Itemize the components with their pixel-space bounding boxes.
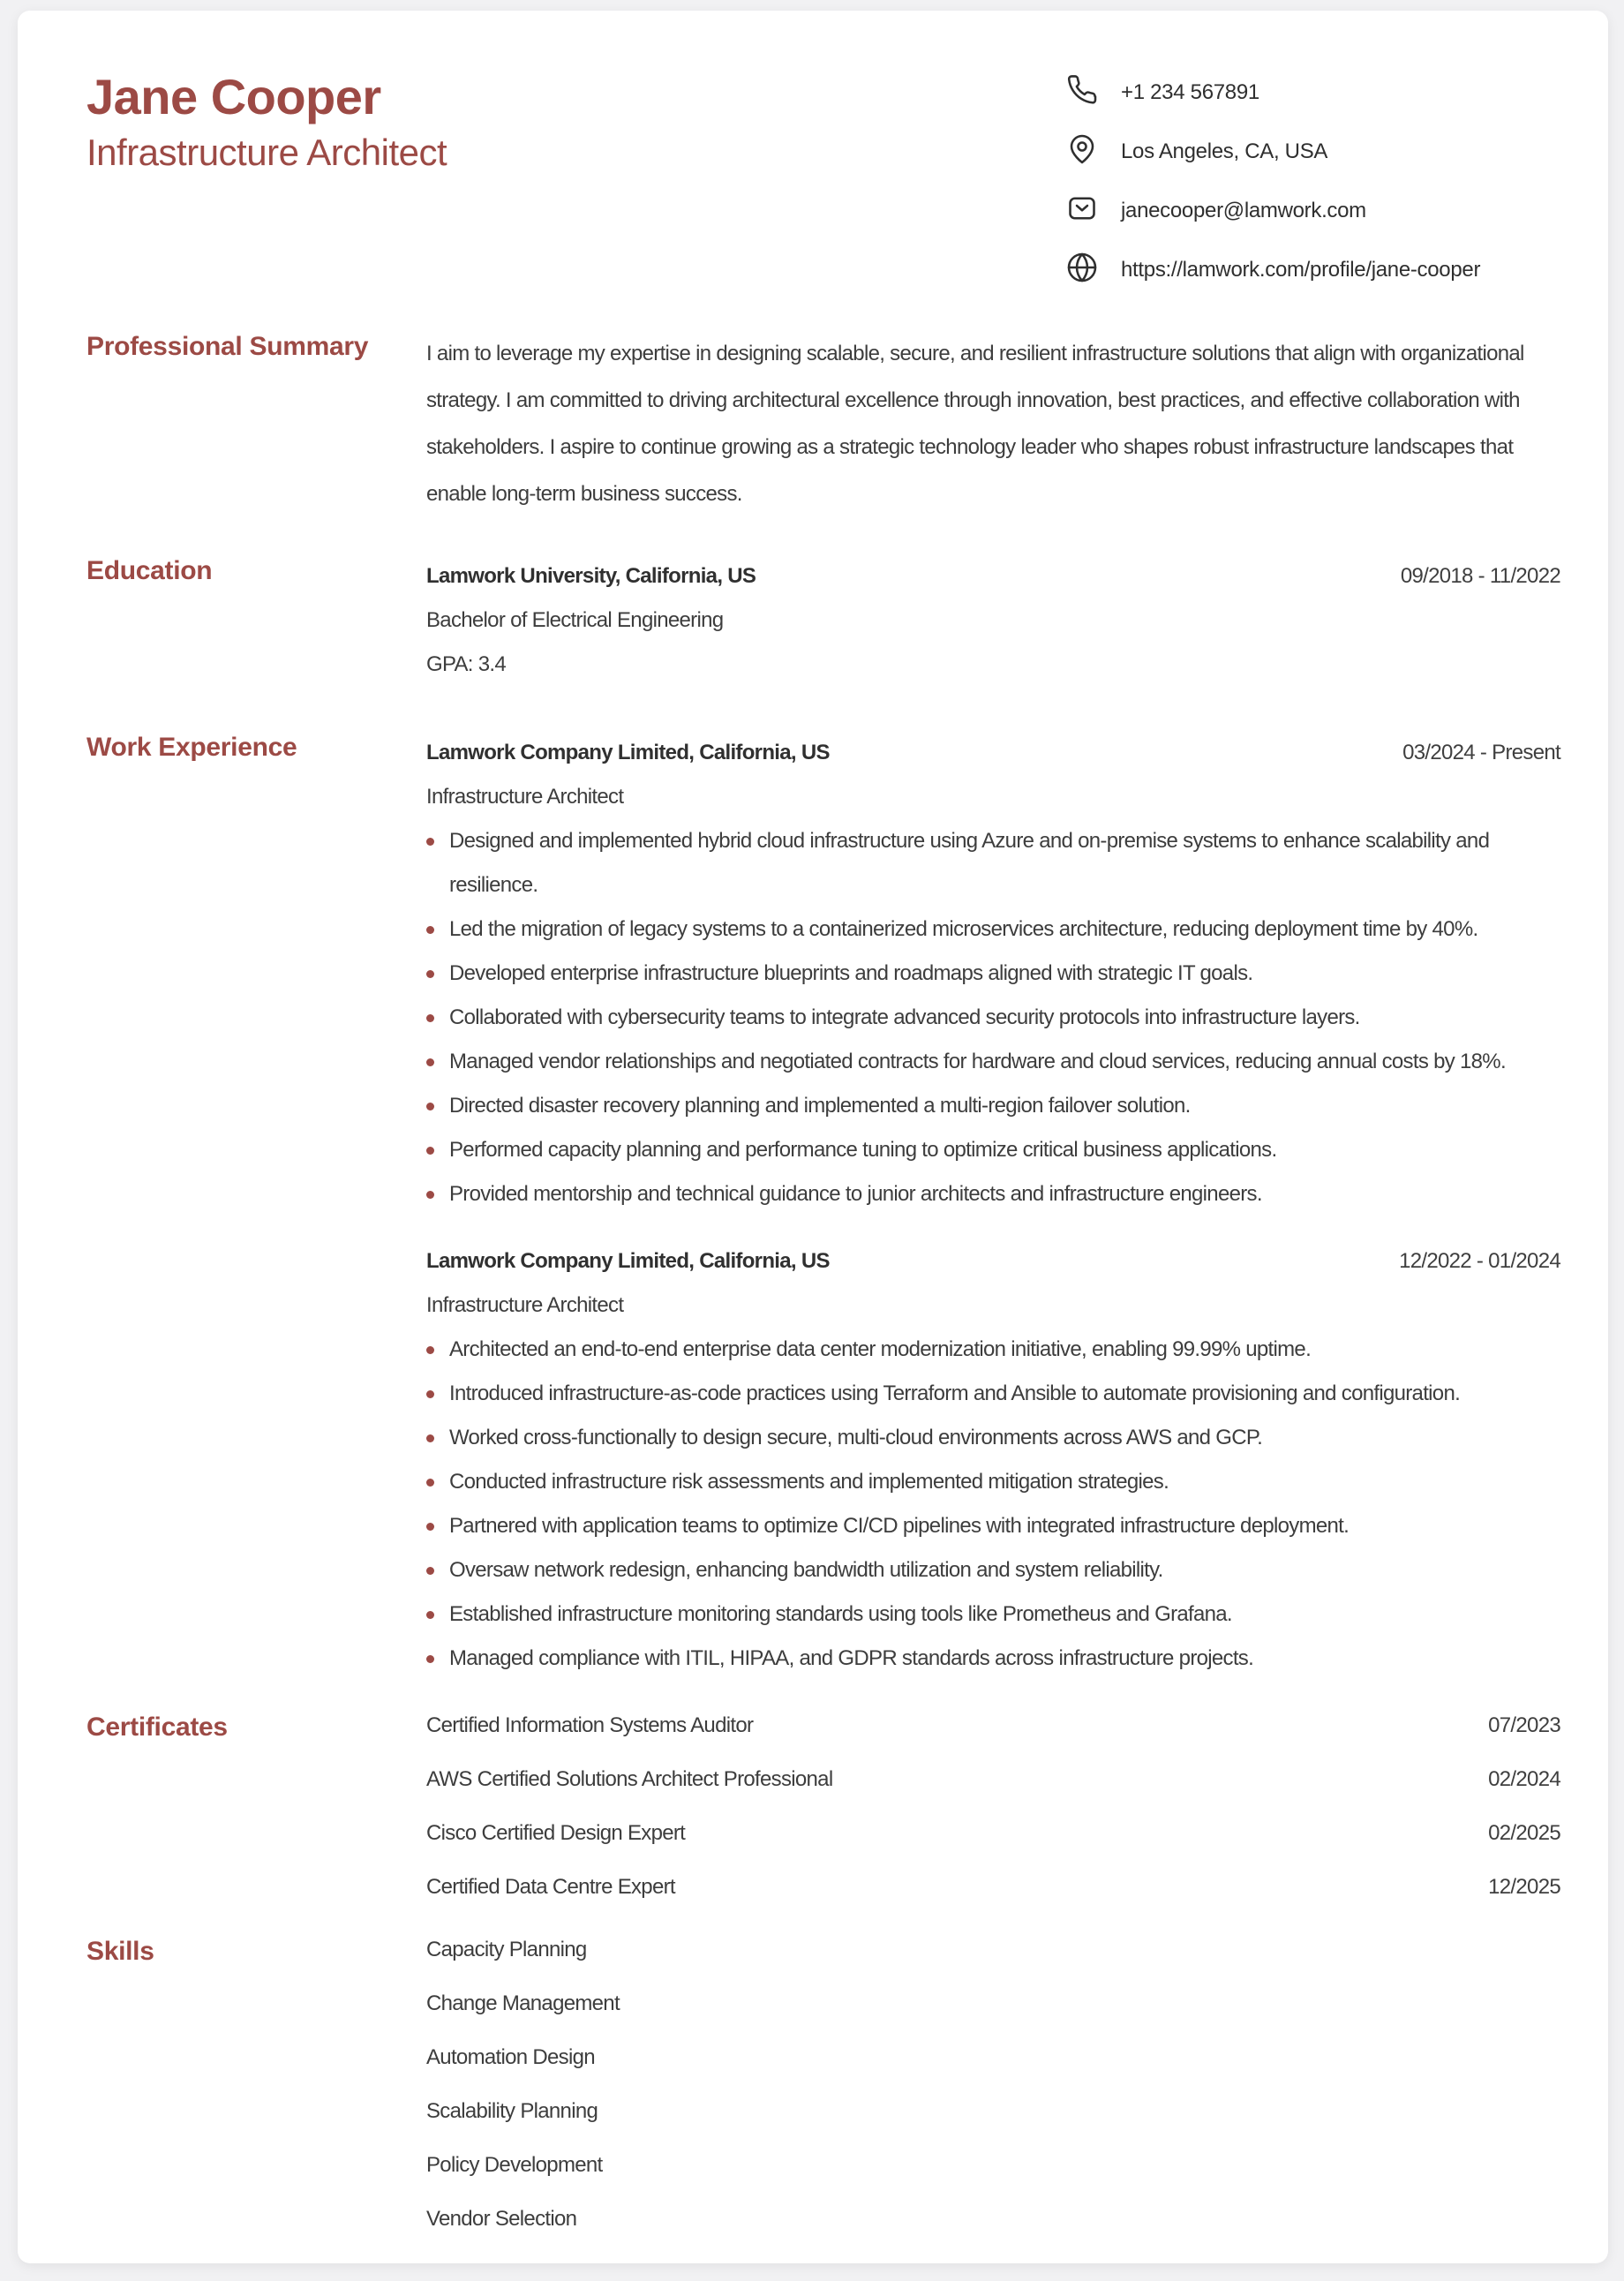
section-certificates xyxy=(86,1711,1560,1901)
contact-website-row xyxy=(1066,252,1560,288)
job-bullet xyxy=(426,952,1560,996)
certificate-date: 12/2025 xyxy=(1488,1875,1560,1899)
section-work-experience xyxy=(86,731,1560,1681)
bullet-dot xyxy=(426,1103,434,1110)
job-bullet xyxy=(426,819,1560,907)
certificate-name: Certified Data Centre Expert xyxy=(426,1875,675,1899)
job-title: Infrastructure Architect xyxy=(426,785,624,809)
bullet-dot xyxy=(426,1655,434,1663)
website-icon xyxy=(1066,252,1098,288)
job-bullet xyxy=(426,1460,1560,1504)
location-text: Los Angeles, CA, USA xyxy=(1121,139,1328,163)
bullet-dot xyxy=(426,1611,434,1619)
certificate-list xyxy=(426,1711,1560,1901)
job-list xyxy=(426,731,1560,1681)
certificate-date: 02/2024 xyxy=(1488,1767,1560,1791)
bullet-text: Designed and implemented hybrid cloud infrastructure using Azure and on-premise systems to enhance scalability and resilience. xyxy=(449,829,1490,897)
bullet-dot xyxy=(426,970,434,978)
resume-header xyxy=(86,69,1560,288)
bullet-text: Directed disaster recovery planning and implemented a multi-region failover solution. xyxy=(449,1094,1191,1118)
email-text: janecooper@lamwork.com xyxy=(1121,198,1366,222)
location-icon xyxy=(1066,133,1098,169)
job-bullet xyxy=(426,1128,1560,1172)
job-dates: 03/2024 - Present xyxy=(1402,741,1560,764)
identity-block xyxy=(86,69,447,175)
contact-location-row xyxy=(1066,133,1560,169)
skill-item: Policy Development xyxy=(426,2153,603,2177)
bullet-dot xyxy=(426,1434,434,1442)
skill-item: Scalability Planning xyxy=(426,2099,598,2123)
bullet-dot xyxy=(426,1147,434,1155)
certificates-heading: Certificates xyxy=(86,1713,228,1742)
bullet-text: Collaborated with cybersecurity teams to integrate advanced security protocols into infrastructure layers. xyxy=(449,1005,1360,1029)
bullet-text: Led the migration of legacy systems to a containerized microservices architecture, reducing deployment time by 40%. xyxy=(449,917,1478,941)
bullet-dot xyxy=(426,926,434,934)
education-entry xyxy=(426,554,1560,687)
section-skills xyxy=(86,1935,1560,2233)
school-name: Lamwork University, California, US xyxy=(426,564,756,588)
education-dates: 09/2018 - 11/2022 xyxy=(1400,564,1560,588)
degree-name: Bachelor of Electrical Engineering xyxy=(426,608,724,632)
website-url: https://lamwork.com/profile/jane-cooper xyxy=(1121,257,1481,282)
job-bullet xyxy=(426,1040,1560,1084)
skills-heading: Skills xyxy=(86,1937,154,1966)
bullet-text: Managed vendor relationships and negotiated contracts for hardware and cloud services, reducing annual costs by 18%. xyxy=(449,1050,1506,1073)
job-entry-header xyxy=(426,731,1560,775)
job-bullet xyxy=(426,1592,1560,1637)
job-bullet-list xyxy=(426,1328,1560,1681)
job-bullet xyxy=(426,1548,1560,1592)
education-heading: Education xyxy=(86,556,213,585)
person-name: Jane Cooper xyxy=(86,69,381,124)
phone-icon xyxy=(1066,74,1098,110)
skill-item: Vendor Selection xyxy=(426,2207,577,2231)
certificate-row xyxy=(426,1711,1560,1740)
contact-block xyxy=(1066,69,1560,288)
bullet-text: Introduced infrastructure-as-code practices using Terraform and Ansible to automate provisioning and configuration. xyxy=(449,1381,1461,1405)
job-bullet xyxy=(426,996,1560,1040)
company-name: Lamwork Company Limited, California, US xyxy=(426,1249,830,1273)
job-bullet-list xyxy=(426,819,1560,1216)
summary-heading: Professional Summary xyxy=(86,332,369,361)
certificate-row xyxy=(426,1765,1560,1794)
skill-item: Automation Design xyxy=(426,2045,595,2069)
skill-list xyxy=(426,1935,1560,2233)
certificate-row xyxy=(426,1818,1560,1848)
email-icon xyxy=(1066,192,1098,229)
bullet-dot xyxy=(426,1346,434,1354)
job-bullet xyxy=(426,1084,1560,1128)
bullet-dot xyxy=(426,1390,434,1398)
phone-number: +1 234 567891 xyxy=(1121,79,1259,104)
bullet-text: Worked cross-functionally to design secure, multi-cloud environments across AWS and GCP. xyxy=(449,1426,1263,1449)
resume-card xyxy=(18,11,1608,2263)
company-name: Lamwork Company Limited, California, US xyxy=(426,741,830,764)
section-professional-summary xyxy=(86,330,1560,517)
job-entry-2 xyxy=(426,1239,1560,1681)
certificate-name: Cisco Certified Design Expert xyxy=(426,1821,686,1845)
bullet-text: Conducted infrastructure risk assessments and implemented mitigation strategies. xyxy=(449,1470,1169,1494)
bullet-text: Partnered with application teams to optimize CI/CD pipelines with integrated infrastructure deployment. xyxy=(449,1514,1350,1538)
certificate-date: 07/2023 xyxy=(1488,1713,1560,1737)
bullet-dot xyxy=(426,838,434,846)
work-experience-heading: Work Experience xyxy=(86,733,297,762)
bullet-text: Oversaw network redesign, enhancing bandwidth utilization and system reliability. xyxy=(449,1558,1163,1582)
job-bullet xyxy=(426,1172,1560,1216)
bullet-text: Provided mentorship and technical guidance to junior architects and infrastructure engineers. xyxy=(449,1182,1262,1206)
bullet-dot xyxy=(426,1479,434,1487)
bullet-text: Developed enterprise infrastructure blueprints and roadmaps aligned with strategic IT goals. xyxy=(449,961,1253,985)
bullet-text: Established infrastructure monitoring standards using tools like Prometheus and Grafana. xyxy=(449,1602,1232,1626)
contact-phone-row xyxy=(1066,74,1560,110)
education-entry-header xyxy=(426,554,1560,598)
job-bullet xyxy=(426,1328,1560,1372)
summary-text: I aim to leverage my expertise in designing scalable, secure, and resilient infrastructure solutions that align with organizational strategy. I am committed to driving architectural excellence through innovation, best practices, and effective collaboration with stakeholders. I aspire to continue growing as a strategic technology leader who shapes robust infrastructure landscapes that enable long-term business success. xyxy=(426,342,1524,506)
skill-item: Capacity Planning xyxy=(426,1938,587,1961)
job-entry-header xyxy=(426,1239,1560,1284)
certificate-name: Certified Information Systems Auditor xyxy=(426,1713,754,1737)
job-dates: 12/2022 - 01/2024 xyxy=(1399,1249,1560,1273)
certificate-row xyxy=(426,1872,1560,1901)
gpa-text: GPA: 3.4 xyxy=(426,652,507,676)
bullet-text: Performed capacity planning and performance tuning to optimize critical business applications. xyxy=(449,1138,1277,1162)
bullet-dot xyxy=(426,1567,434,1575)
bullet-text: Architected an end-to-end enterprise data center modernization initiative, enabling 99.99% uptime. xyxy=(449,1337,1312,1361)
bullet-dot xyxy=(426,1058,434,1066)
job-bullet xyxy=(426,1637,1560,1681)
job-bullet xyxy=(426,1416,1560,1460)
job-bullet xyxy=(426,907,1560,952)
person-job-title: Infrastructure Architect xyxy=(86,132,447,173)
section-education xyxy=(86,554,1560,687)
skill-item: Change Management xyxy=(426,1991,620,2015)
bullet-dot xyxy=(426,1191,434,1199)
job-title: Infrastructure Architect xyxy=(426,1293,624,1317)
contact-email-row xyxy=(1066,192,1560,229)
bullet-text: Managed compliance with ITIL, HIPAA, and GDPR standards across infrastructure projects. xyxy=(449,1646,1254,1670)
certificate-name: AWS Certified Solutions Architect Professional xyxy=(426,1767,833,1791)
bullet-dot xyxy=(426,1523,434,1531)
job-entry-1 xyxy=(426,731,1560,1216)
job-bullet xyxy=(426,1504,1560,1548)
bullet-dot xyxy=(426,1014,434,1022)
job-bullet xyxy=(426,1372,1560,1416)
certificate-date: 02/2025 xyxy=(1488,1821,1560,1845)
